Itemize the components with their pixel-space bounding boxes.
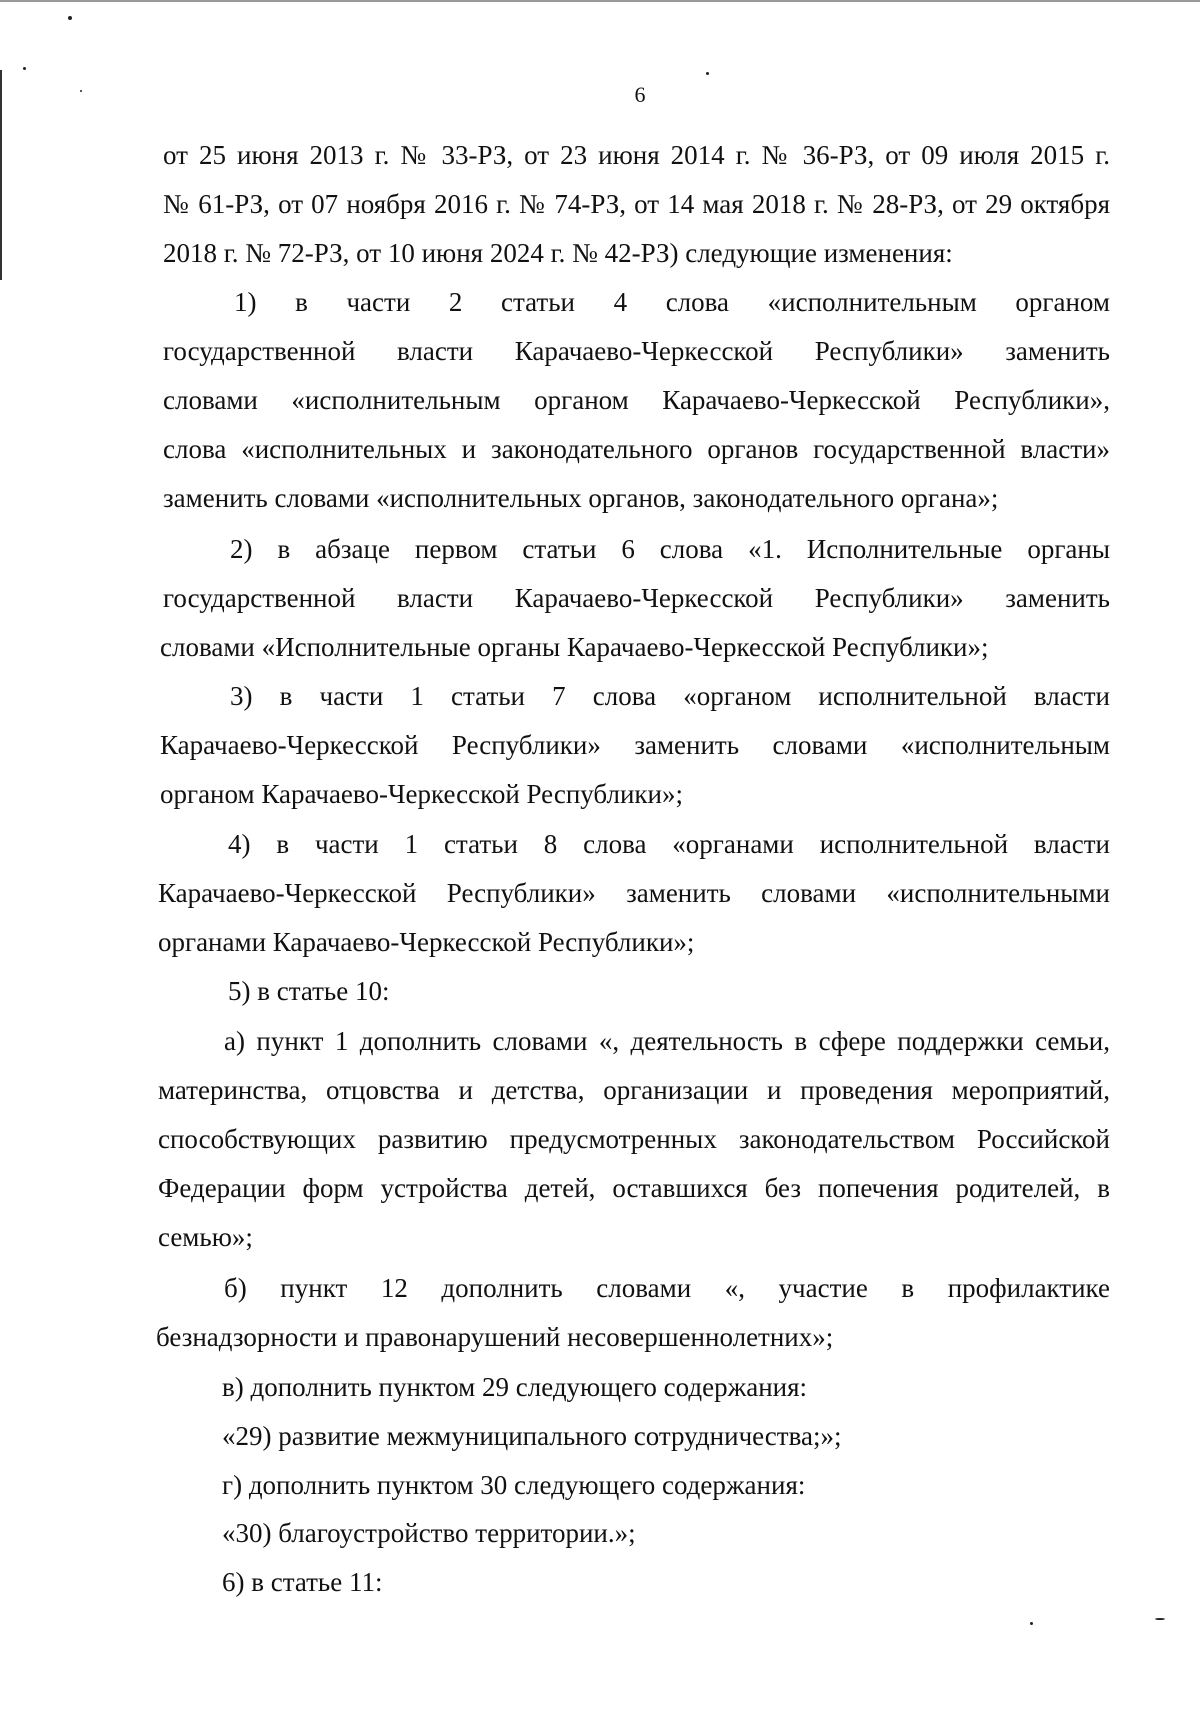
text-line: 6) в статье 11: <box>222 1567 383 1597</box>
text-line: органом Карачаево-Черкесской Республики»; <box>160 779 683 809</box>
text-line: 3) в части 1 статьи 7 слова «органом исполнительной власти <box>230 681 1110 711</box>
scan-speck <box>1155 1618 1165 1620</box>
text-line: г) дополнить пунктом 30 следующего содержания: <box>222 1470 806 1500</box>
text-line: «30) благоустройство территории.»; <box>222 1518 636 1548</box>
text-line: государственной власти Карачаево-Черкесской Республики» заменить <box>163 336 1110 366</box>
scan-top-edge <box>0 0 1200 2</box>
text-line: 1) в части 2 статьи 4 слова «исполнительным органом <box>234 287 1110 317</box>
text-line: Федерации форм устройства детей, оставшихся без попечения родителей, в <box>158 1173 1110 1203</box>
text-line: 4) в части 1 статьи 8 слова «органами исполнительной власти <box>228 829 1110 859</box>
text-line: слова «исполнительных и законодательного органов государственной власти» <box>163 434 1110 464</box>
text-line: безнадзорности и правонарушений несовершеннолетних»; <box>156 1322 834 1352</box>
scan-speck <box>1030 1622 1033 1625</box>
text-line: 5) в статье 10: <box>228 976 390 1006</box>
text-line: № 61-РЗ, от 07 ноября 2016 г. № 74-РЗ, от 14 мая 2018 г. № 28-РЗ, от 29 октября <box>163 189 1110 219</box>
text-line: способствующих развитию предусмотренных законодательством Российской <box>158 1124 1110 1154</box>
text-line: б) пункт 12 дополнить словами «, участие в профилактике <box>224 1273 1110 1303</box>
text-line: а) пункт 1 дополнить словами «, деятельность в сфере поддержки семьи, <box>224 1026 1110 1056</box>
text-line: в) дополнить пунктом 29 следующего содержания: <box>222 1372 808 1402</box>
text-line: от 25 июня 2013 г. № 33-РЗ, от 23 июня 2014 г. № 36-РЗ, от 09 июля 2015 г. <box>163 140 1110 170</box>
text-line: семью»; <box>158 1222 253 1252</box>
text-line: словами «исполнительным органом Карачаево-Черкесской Республики», <box>163 385 1110 415</box>
scan-speck <box>23 67 26 70</box>
scan-speck <box>706 72 709 75</box>
text-line: Карачаево-Черкесской Республики» заменить словами «исполнительными <box>158 878 1110 908</box>
text-line: словами «Исполнительные органы Карачаево-Черкесской Республики»; <box>160 632 989 662</box>
text-line: «29) развитие межмуниципального сотрудничества;»; <box>222 1421 842 1451</box>
scan-speck <box>68 16 72 20</box>
text-line: Карачаево-Черкесской Республики» заменить словами «исполнительным <box>160 730 1110 760</box>
page-number: 6 <box>634 82 646 107</box>
text-line: 2) в абзаце первом статьи 6 слова «1. Исполнительные органы <box>230 534 1110 564</box>
text-line: органами Карачаево-Черкесской Республики»; <box>158 927 695 957</box>
text-line: государственной власти Карачаево-Черкесской Республики» заменить <box>163 583 1110 613</box>
text-line: 2018 г. № 72-РЗ, от 10 июня 2024 г. № 42-РЗ) следующие изменения: <box>163 238 953 268</box>
text-line: материнства, отцовства и детства, организации и проведения мероприятий, <box>158 1075 1110 1105</box>
text-line: заменить словами «исполнительных органов, законодательного органа»; <box>163 483 999 513</box>
